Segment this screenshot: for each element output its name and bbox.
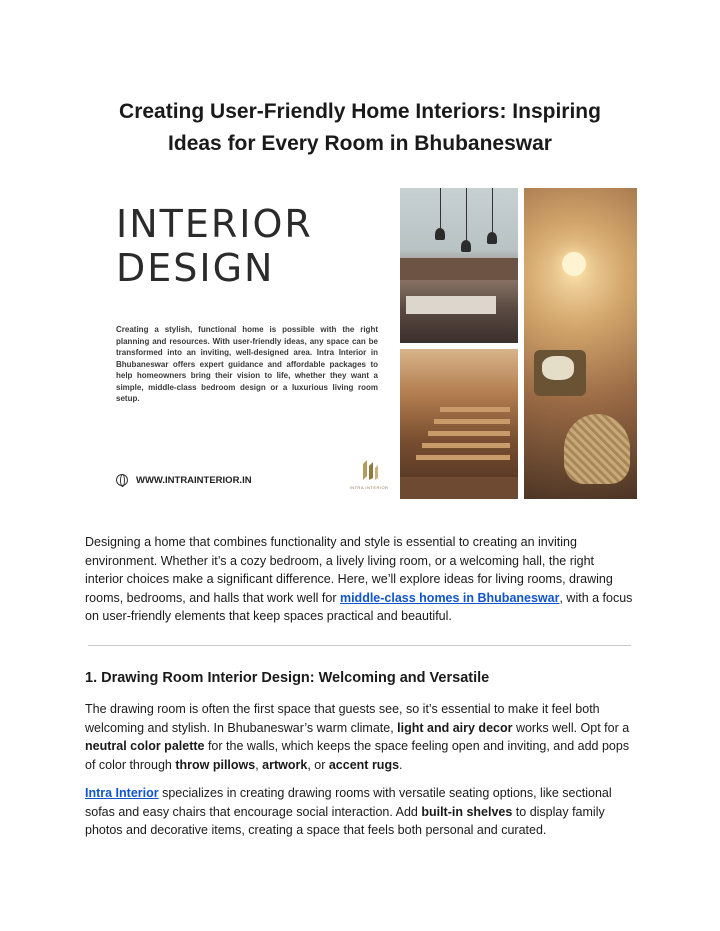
banner-website (116, 474, 252, 486)
section-1-heading: 1. Drawing Room Interior Design: Welcoming and Versatile (85, 670, 490, 686)
p1-text: . (399, 757, 403, 772)
p1-text: , or (307, 757, 329, 772)
intro-paragraph (85, 533, 635, 626)
p1-text: , (255, 757, 263, 772)
section-divider (88, 645, 631, 646)
intro-text-1: Designing a home that combines functionality and style is essential to creating an inviting environment. Whether it’s a cozy bedroom, a lively living room, or a welcoming hall, the right interior choices make a significant difference. Here, we’ll explore ideas for living rooms, drawing rooms, bedrooms, and halls that work well for (85, 535, 613, 605)
p1-bold-throw-pillows: throw pillows (175, 757, 256, 772)
p1-bold-accent-rugs: accent rugs (328, 757, 400, 772)
p1-bold-artwork: artwork (262, 757, 308, 772)
intro-text-2: , with a focus on user-friendly elements that keep spaces practical and beautiful. (85, 590, 633, 623)
banner-heading-line-2: DESIGN (116, 246, 275, 290)
p2-text: to display family photos and decorative items, creating a space that feels both personal and curated. (85, 804, 605, 837)
p1-text: The drawing room is often the first space that guests see, so it’s essential to make it feel both welcoming and stylish. In Bhubaneswar’s warm climate, (85, 702, 600, 735)
interior-design-banner-image (88, 188, 637, 499)
p1-bold-light-airy: light and airy decor (397, 720, 513, 735)
kitchen-photo (400, 188, 518, 343)
p1-text: for the walls, which keeps the space feeling open and inviting, and add pops of color through (85, 739, 630, 772)
intra-interior-link[interactable]: Intra Interior (85, 786, 159, 800)
globe-icon (116, 474, 128, 486)
banner-heading-line-1: INTERIOR (116, 202, 313, 246)
banner-website-text: WWW.INTRAINTERIOR.IN (136, 474, 252, 486)
intra-logo-mark-icon (359, 458, 379, 482)
banner-blurb: Creating a stylish, functional home is possible with the right planning and resources. With user-friendly ideas, any space can be transformed into an inviting, well-designed area. Intra Interior in Bhubaneswar offers expert guidance and affordable packages to help homeowners bring their vision to life, whether they want a simple, middle-class bedroom design or a luxurious living room setup. (116, 325, 378, 403)
p1-text: works well. Opt for a (512, 720, 630, 735)
title-line-1: Creating User-Friendly Home Interiors: Inspiring (119, 100, 601, 123)
section-1-paragraph-2 (85, 784, 635, 840)
middle-class-homes-link[interactable]: middle-class homes in Bhubaneswar (339, 590, 560, 605)
page-title (60, 96, 660, 160)
staircase-photo (400, 349, 518, 499)
section-1-paragraph-1 (85, 700, 635, 774)
p2-text: specializes in creating drawing rooms with versatile seating options, like sectional sofas and easy chairs that encourage social interaction. Add (85, 786, 612, 819)
lounge-photo (524, 188, 637, 499)
intra-interior-logo (344, 458, 394, 490)
logo-text: INTRA INTERIOR (349, 485, 389, 490)
banner-heading (116, 202, 313, 290)
title-line-2: Ideas for Every Room in Bhubaneswar (168, 132, 552, 155)
p2-bold-built-in-shelves: built-in shelves (421, 804, 513, 819)
p1-bold-neutral-palette: neutral color palette (85, 739, 205, 753)
